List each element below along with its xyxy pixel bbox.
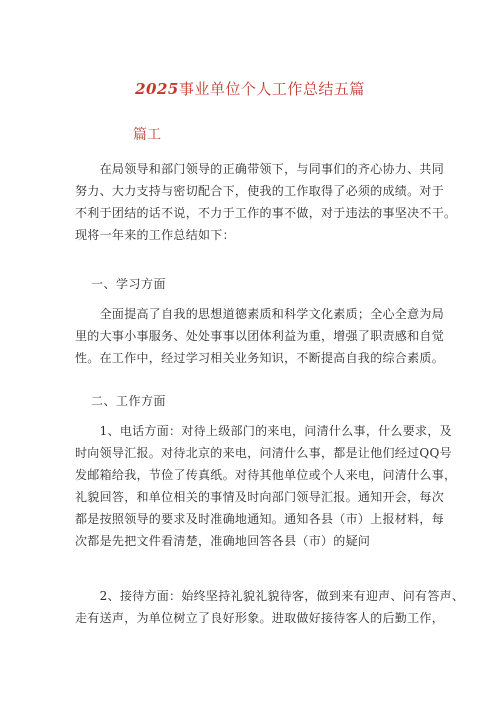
study-paragraph (75, 303, 470, 369)
paragraph-line: 次都是先把文件看清楚，准确地回答各县（市）的疑问 (75, 534, 371, 548)
paragraph-line: 性。在工作中，经过学习相关业务知识，不断提高自我的综合素质。 (75, 351, 445, 365)
paragraph-line: 里的大事小事服务、处处事事以团体利益为重，增强了职责感和自觉 (75, 329, 445, 343)
paragraph-line: 都是按照领导的要求及时准确地通知。通知各县（市）上报材料，每 (75, 512, 445, 526)
heading-study: 一、学习方面 (91, 277, 167, 291)
document-title (0, 79, 500, 99)
intro-paragraph (75, 158, 470, 246)
paragraph-line: 努力、大力支持与密切配合下，使我的工作取得了必须的成绩。对于 (75, 184, 445, 198)
paragraph-line: 1、电话方面：对待上级部门的来电，问清什么事，什么要求，及 (75, 424, 452, 438)
paragraph-line: 不利于团结的话不说，不力于工作的事不做，对于违法的事坚决不干。 (75, 206, 457, 220)
work-paragraph (75, 420, 470, 552)
reception-paragraph (75, 585, 470, 629)
heading-work: 二、工作方面 (91, 394, 167, 408)
paragraph-line: 全面提高了自我的思想道德素质和科学文化素质；全心全意为局 (75, 307, 445, 321)
paragraph-line: 走有送声，为单位树立了良好形象。进取做好接待客人的后勤工作， (75, 611, 445, 625)
paragraph-line: 现将一年来的工作总结如下： (75, 228, 235, 242)
paragraph-line: 时向领导汇报。对待北京的来电，问清什么事，都是让他们经过QQ号 (75, 446, 452, 460)
title-text: 事业单位个人工作总结五篇 (178, 80, 365, 98)
paragraph-line: 发邮箱给我，节俭了传真纸。对待其他单位或个人来电，问清什么事， (75, 468, 457, 482)
title-year: 2025 (135, 80, 179, 98)
paragraph-line: 在局领导和部门领导的正确带领下，与同事们的齐心协力、共同 (75, 162, 445, 176)
section-label: 篇工 (133, 127, 161, 143)
paragraph-line: 礼貌回答，和单位相关的事情及时向部门领导汇报。通知开会，每次 (75, 490, 445, 504)
paragraph-line: 2、接待方面：始终坚持礼貌礼貌待客，做到来有迎声、问有答声、 (75, 589, 465, 603)
